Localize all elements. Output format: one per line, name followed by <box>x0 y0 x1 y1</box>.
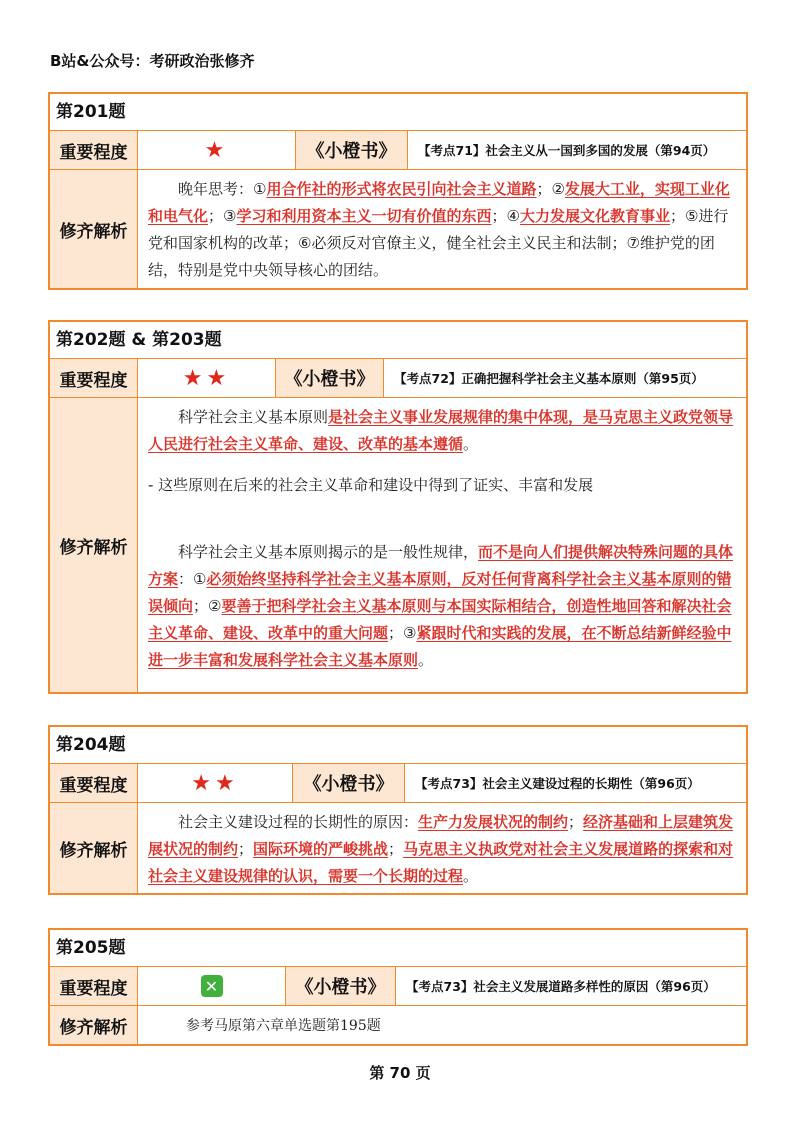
highlight-span: 要善于把科学社会主义基本原则与本国实际相结合，创造性地回答和解决社会主义革命、建设、改革中的重大问题 <box>148 597 732 642</box>
question-block-205 <box>48 928 748 1046</box>
importance-row <box>50 966 746 1005</box>
book-label: 《小橙书》 <box>293 764 405 802</box>
analysis-text <box>138 170 746 288</box>
importance-row <box>50 130 746 169</box>
book-label: 《小橙书》 <box>276 359 384 397</box>
highlight-span: 而不是向人们提供解决特殊问题的具体方案 <box>148 543 734 588</box>
highlight-span: 经济基础和上层建筑发展状况的制约 <box>148 813 734 858</box>
importance-label: 重要程度 <box>50 967 138 1005</box>
analysis-row <box>50 802 746 893</box>
analysis-row <box>50 169 746 288</box>
text-span: ；③ <box>388 624 417 642</box>
text-span: 科学社会主义基本原则 <box>178 408 329 426</box>
analysis-label: 修齐解析 <box>50 398 138 692</box>
text-span: 。 <box>463 435 479 453</box>
importance-stars: ★ <box>138 131 296 169</box>
bullet-note: - 这些原则在后来的社会主义革命和建设中得到了证实、丰富和发展 <box>148 476 594 494</box>
importance-stars: ★★ <box>138 764 293 802</box>
book-label: 《小橙书》 <box>286 967 396 1005</box>
text-span: 。 <box>463 867 479 885</box>
text-span: 晚年思考：① <box>178 180 267 198</box>
topic-text: 【考点73】社会主义发展道路多样性的原因（第96页） <box>406 979 716 994</box>
importance-mark <box>138 967 286 1005</box>
topic-text: 【考点71】社会主义从一国到多国的发展（第94页） <box>418 143 716 158</box>
analysis-label: 修齐解析 <box>50 170 138 288</box>
importance-stars: ★★ <box>138 359 276 397</box>
highlight-span: 用合作社的形式将农民引向社会主义道路 <box>266 180 537 198</box>
question-title: 第202题 & 第203题 <box>56 330 222 350</box>
cross-mark-icon: ✕ <box>201 975 223 997</box>
question-block-204 <box>48 725 748 895</box>
text-span: ：① <box>178 570 207 588</box>
highlight-span: 大力发展文化教育事业 <box>519 207 670 225</box>
topic-text: 【考点73】社会主义建设过程的长期性（第96页） <box>415 776 700 791</box>
highlight-span: 生产力发展状况的制约 <box>418 813 569 831</box>
analysis-row <box>50 1005 746 1044</box>
importance-label: 重要程度 <box>50 131 138 169</box>
text-span: ；② <box>536 180 565 198</box>
importance-row <box>50 358 746 397</box>
question-title: 第204题 <box>56 735 126 755</box>
question-block-201 <box>48 92 748 290</box>
text-span: ； <box>388 840 404 858</box>
analysis-row <box>50 397 746 692</box>
page-number: 第 70 页 <box>369 1064 431 1082</box>
text-span: 。 <box>418 651 434 669</box>
reference-text: 参考马原第六章单选题第195题 <box>186 1018 381 1034</box>
text-span: 社会主义建设过程的长期性的原因： <box>178 813 419 831</box>
analysis-label: 修齐解析 <box>50 1006 138 1044</box>
highlight-span: 是社会主义事业发展规律的集中体现，是马克思主义政党领导人民进行社会主义革命、建设、改革的基本遵循 <box>148 408 734 453</box>
highlight-span: 国际环境的严峻挑战 <box>253 840 389 858</box>
highlight-span: 必须始终坚持科学社会主义基本原则，反对任何背离科学社会主义基本原则的错误倾向 <box>148 570 732 615</box>
importance-label: 重要程度 <box>50 359 138 397</box>
analysis-text <box>138 803 746 893</box>
question-title: 第205题 <box>56 938 126 958</box>
importance-label: 重要程度 <box>50 764 138 802</box>
text-span: ；④ <box>491 207 520 225</box>
highlight-span: 紧跟时代和实践的发展，在不断总结新鲜经验中进一步丰富和发展科学社会主义基本原则 <box>148 624 732 669</box>
text-span: ； <box>568 813 584 831</box>
highlight-span: 马克思主义执政党对社会主义发展道路的探索和对社会主义建设规律的认识，需要一个长期的过程 <box>148 840 734 885</box>
analysis-label: 修齐解析 <box>50 803 138 893</box>
analysis-text <box>138 398 746 692</box>
text-span: ；③ <box>208 207 237 225</box>
importance-row <box>50 763 746 802</box>
highlight-span: 发展大工业，实现工业化和电气化 <box>148 180 730 225</box>
topic-text: 【考点72】正确把握科学社会主义基本原则（第95页） <box>394 371 704 386</box>
page-header-source: B站&公众号：考研政治张修齐 <box>50 52 255 70</box>
book-label: 《小橙书》 <box>296 131 408 169</box>
text-span: ； <box>238 840 254 858</box>
question-block-202-203 <box>48 320 748 694</box>
text-span: ；⑤进行党和国家机构的改革；⑥必须反对官僚主义，健全社会主义民主和法制；⑦维护党的团结，特别是党中央领导核心的团结。 <box>148 207 729 279</box>
text-span: 科学社会主义基本原则揭示的是一般性规律， <box>178 543 479 561</box>
text-span: ；② <box>193 597 222 615</box>
highlight-span: 学习和利用资本主义一切有价值的东西 <box>236 207 492 225</box>
question-title: 第201题 <box>56 102 126 122</box>
